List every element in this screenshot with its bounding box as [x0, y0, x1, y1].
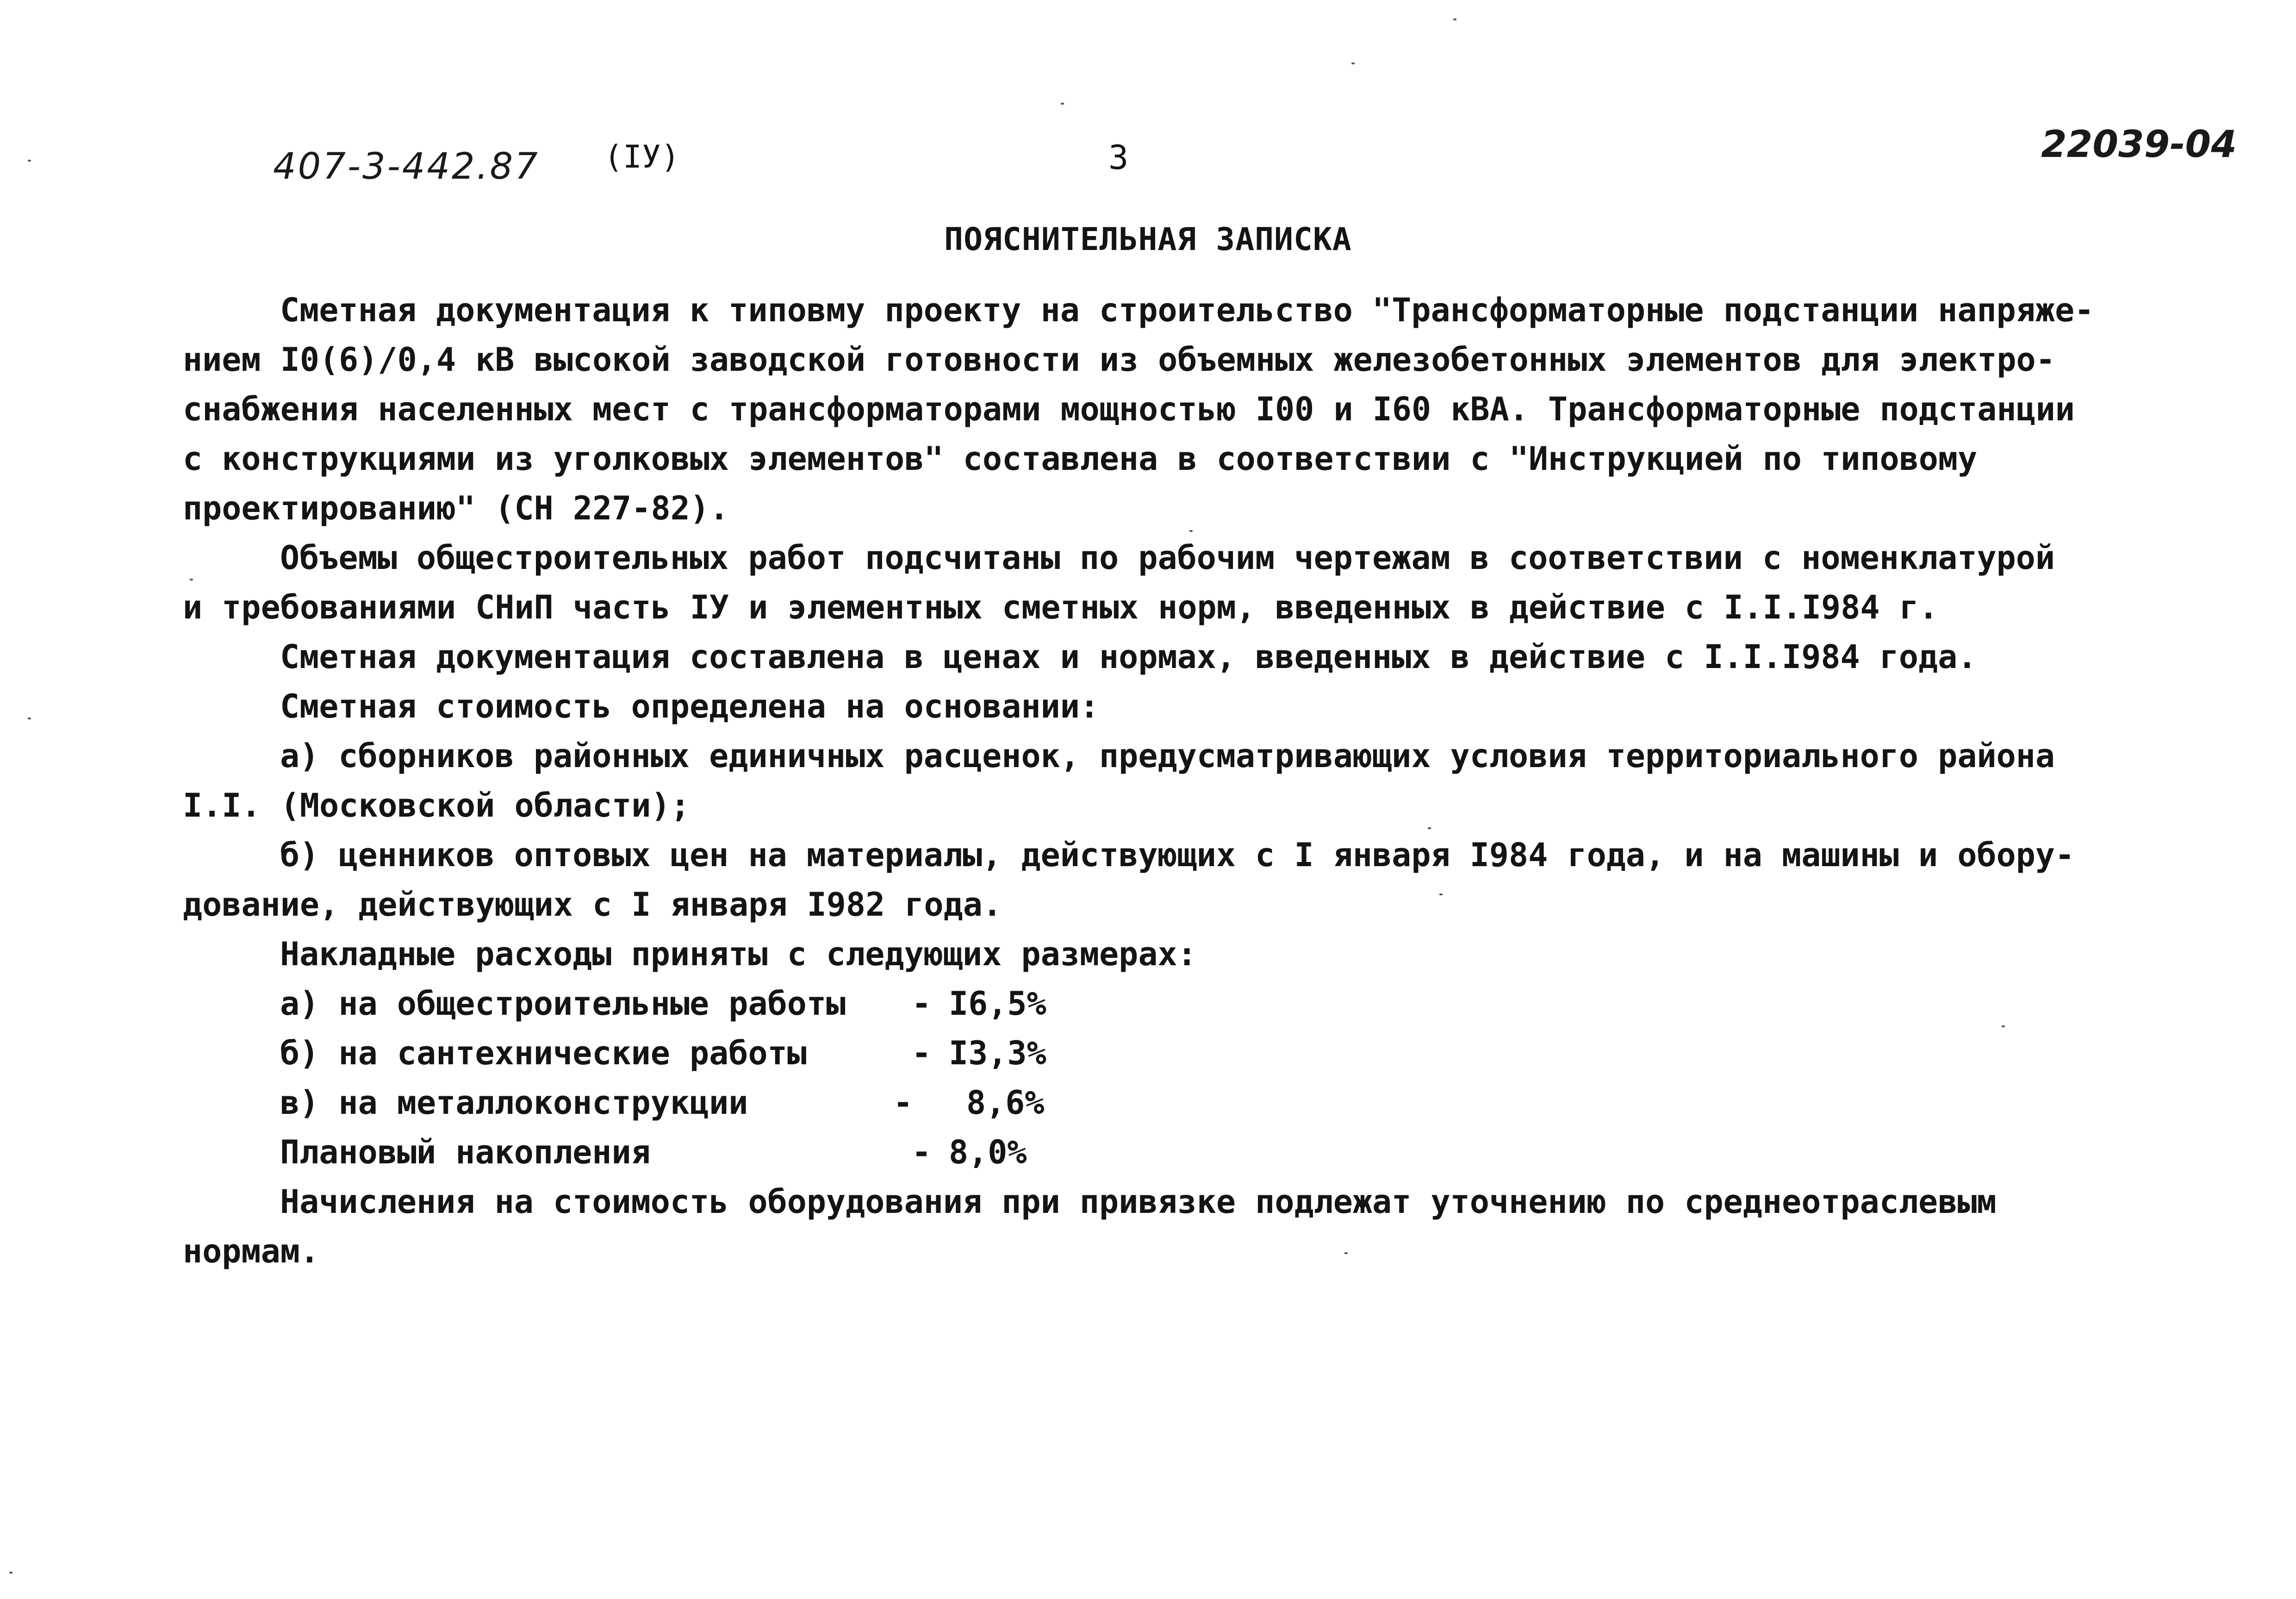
- overhead-dash: -: [912, 985, 932, 1023]
- document-code-suffix: (IУ): [604, 139, 680, 175]
- document-code: 407-3-442.87: [273, 146, 540, 187]
- scan-speck: [28, 160, 31, 162]
- overhead-dash: -: [893, 1084, 913, 1122]
- scan-speck: [2002, 1025, 2005, 1027]
- scan-speck: [1061, 103, 1064, 105]
- text-line: Сметная стоимость определена на основании:: [280, 687, 1100, 725]
- scan-speck: [9, 1572, 12, 1574]
- scan-speck: [1439, 893, 1443, 895]
- text-line: и требованиями СНиП часть IУ и элементных сметных норм, введенных в действие с I.I.I984 г.: [183, 588, 1938, 626]
- text-line: нормам.: [183, 1232, 320, 1270]
- scan-speck: [1351, 62, 1355, 64]
- scan-speck: [28, 718, 31, 719]
- scan-speck: [190, 579, 193, 581]
- text-line: б) ценников оптовых цен на материалы, действующих с I января I984 года, и на машины и обору-: [280, 836, 2075, 874]
- text-line: проектированию" (СН 227-82).: [183, 489, 729, 527]
- page-number: 3: [1108, 138, 1129, 177]
- text-line: нием I0(6)/0,4 кВ высокой заводской готовности из объемных железобетонных элементов для электро-: [183, 341, 2055, 379]
- text-line: а) сборников районных единичных расценок, предусматривающих условия территориального района: [280, 737, 2055, 775]
- overhead-dash: -: [912, 1133, 932, 1171]
- overhead-label: б) на сантехнические работы: [280, 1034, 807, 1072]
- text-line: дование, действующих с I января I982 года.: [183, 886, 1002, 924]
- text-line: Начисления на стоимость оборудования при привязке подлежат уточнению по среднеотраслевым: [280, 1183, 1997, 1221]
- overhead-dash: -: [912, 1034, 932, 1072]
- scan-speck: [1453, 19, 1456, 20]
- scan-speck: [1344, 1252, 1348, 1254]
- overhead-label: в) на металлоконструкции: [280, 1084, 748, 1122]
- text-line: с конструкциями из уголковых элементов" составлена в соответствии с "Инструкцией по типовому: [183, 440, 1978, 478]
- scan-speck: [1428, 827, 1431, 829]
- overhead-value: 8,0%: [949, 1133, 1027, 1171]
- scan-speck: [1189, 530, 1193, 532]
- text-line: снабжения населенных мест с трансформаторами мощностью I00 и I60 кВА. Трансформаторные подстанции: [183, 390, 2075, 428]
- overhead-label: а) на общестроительные работы: [280, 985, 846, 1023]
- overhead-label: Плановый накопления: [280, 1133, 651, 1171]
- text-line: I.I. (Московской области);: [183, 787, 690, 824]
- overhead-value: I3,3%: [949, 1034, 1046, 1072]
- text-line: Накладные расходы приняты с следующих размерах:: [280, 935, 1197, 973]
- overhead-value: I6,5%: [949, 985, 1046, 1023]
- text-line: Объемы общестроительных работ подсчитаны по рабочим чертежам в соответствии с номенклатурой: [280, 539, 2055, 577]
- text-line: Сметная документация к типовму проекту на строительство "Трансформаторные подстанции напряже-: [280, 291, 2094, 329]
- text-line: Сметная документация составлена в ценах и нормах, введенных в действие с I.I.I984 года.: [280, 638, 1977, 676]
- page-title: ПОЯСНИТЕЛЬНАЯ ЗАПИСКА: [944, 221, 1352, 258]
- archive-number: 22039-04: [2041, 123, 2237, 166]
- overhead-value: 8,6%: [966, 1084, 1045, 1122]
